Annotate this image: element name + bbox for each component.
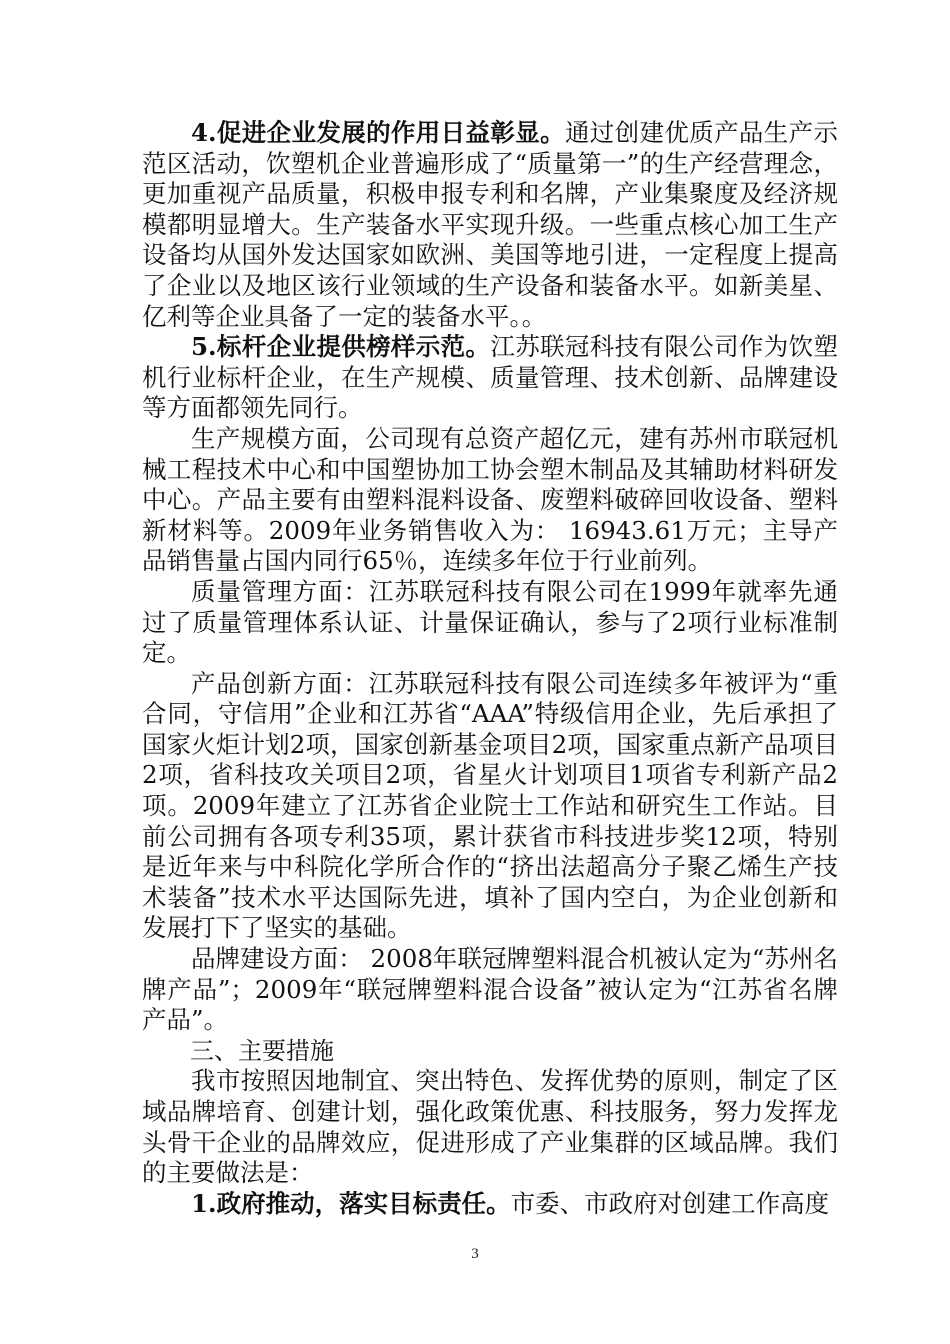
page-number: 3	[471, 1246, 479, 1262]
paragraph-text: 通过创建优质产品生产示范区活动，饮塑机企业普遍形成了“质量第一”的生产经营理念，更加重视产品质量，积极申报专利和名牌，产业集聚度及经济规模都明显增大。生产装备水平实现升级。一些重点核心加工生产设备均从国外发达国家如欧洲、美国等地引进，一定程度上提高了企业以及地区该行业领域的生产设备和装备水平。如新美星、亿利等企业具备了一定的装备水平。。	[142, 118, 839, 331]
paragraph-text: 市委、市政府对创建工作高度	[510, 1188, 830, 1218]
paragraph-brand-building	[142, 944, 838, 1036]
paragraph-production-scale	[142, 424, 838, 577]
section-heading-main-measures	[142, 1036, 838, 1067]
paragraph-product-innovation	[142, 669, 838, 944]
paragraph-measures-intro	[142, 1066, 838, 1188]
document-body	[142, 118, 838, 1219]
paragraph-government-promotion	[142, 1189, 838, 1220]
paragraph-enterprise-development	[142, 118, 838, 332]
section-heading-text: 三、主要措施	[190, 1036, 334, 1065]
paragraph-heading-4: 4.促进企业发展的作用日益彰显。	[191, 118, 565, 147]
paragraph-text: 江苏联冠科技有限公司作为饮塑机行业标杆企业，在生产规模、质量管理、技术创新、品牌建设等方面都领先同行。	[142, 332, 838, 423]
paragraph-text: 生产规模方面，公司现有总资产超亿元，建有苏州市联冠机械工程技术中心和中国塑协加工协会塑木制品及其辅助材料研发中心。产品主要有由塑料混料设备、废塑料破碎回收设备、塑料新材料等。2009年业务销售收入为： 16943.61万元；主导产品销售量占国内同行65％，连续多年位于行业前列。	[142, 423, 838, 576]
paragraph-heading-5: 5.标杆企业提供榜样示范。	[191, 332, 491, 362]
paragraph-heading-1: 1.政府推动，落实目标责任。	[191, 1188, 511, 1218]
paragraph-quality-management	[142, 577, 838, 669]
paragraph-text: 品牌建设方面： 2008年联冠牌塑料混合机被认定为“苏州名牌产品”；2009年“联冠牌塑料混合设备”被认定为“江苏省名牌产品”。	[142, 944, 838, 1035]
paragraph-benchmark-enterprise	[142, 332, 838, 424]
paragraph-text: 质量管理方面：江苏联冠科技有限公司在1999年就率先通过了质量管理体系认证、计量保证确认，参与了2项行业标准制定。	[142, 576, 838, 668]
paragraph-text: 产品创新方面：江苏联冠科技有限公司连续多年被评为“重合同，守信用”企业和江苏省“AAA”特级信用企业，先后承担了国家火炬计划2项，国家创新基金项目2项，国家重点新产品项目2项，省科技攻关项目2项，省星火计划项目1项省专利新产品2项。2009年建立了江苏省企业院士工作站和研究生工作站。目前公司拥有各项专利35项，累计获省市科技进步奖12项，特别是近年来与中科院化学所合作的“挤出法超高分子聚乙烯生产技术装备”技术水平达国际先进，填补了国内空白，为企业创新和发展打下了坚实的基础。	[142, 668, 838, 943]
paragraph-text: 我市按照因地制宜、突出特色、发挥优势的原则，制定了区域品牌培育、创建计划，强化政策优惠、科技服务，努力发挥龙头骨干企业的品牌效应，促进形成了产业集群的区域品牌。我们的主要做法是：	[142, 1066, 838, 1188]
